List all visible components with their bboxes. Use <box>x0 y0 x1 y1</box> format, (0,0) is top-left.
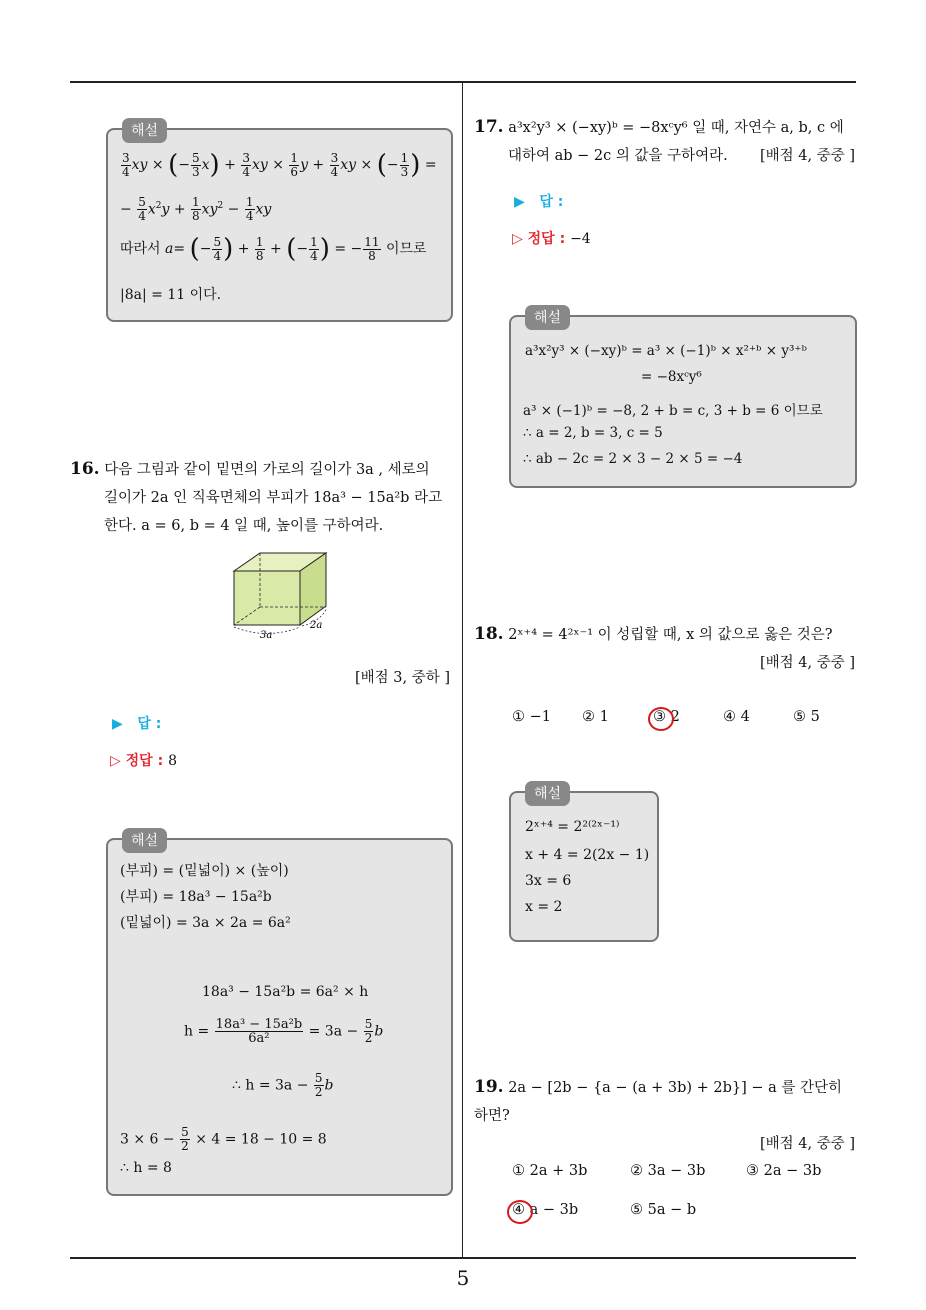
fraction: $\frac{3}{4}$ <box>242 150 250 179</box>
q17-correct <box>512 228 591 248</box>
q18-choice-2[interactable]: ② 1 <box>582 709 609 725</box>
fig-label-2a: 2a <box>310 620 323 631</box>
q18-answer-mark <box>648 707 674 731</box>
fraction: $\frac{1}{8}$ <box>255 234 264 263</box>
solution-tag: 해설 <box>122 828 167 853</box>
solution-tag: 해설 <box>122 118 167 143</box>
q15-solution-box <box>106 123 453 322</box>
q19-choice-2[interactable]: ② 3a − 3b <box>630 1163 706 1179</box>
q18-choice-5[interactable]: ⑤ 5 <box>793 709 820 725</box>
q16-text-line3: 한다. a = 6, b = 4 일 때, 높이를 구하여라. <box>104 518 384 534</box>
q16-sol-line2: (부피) = 18a³ − 15a²b <box>120 889 272 905</box>
cuboid-figure <box>228 548 332 642</box>
q16-calc-b: × 4 = 18 − 10 = 8 <box>195 1131 327 1148</box>
q18-sol-line2: x + 4 = 2(2x − 1) <box>525 847 650 863</box>
q19-answer-mark <box>507 1200 533 1224</box>
fraction: $\frac{5}{4}$ <box>213 234 222 263</box>
solution-tag: 해설 <box>525 781 570 806</box>
q16-text-line1: 다음 그림과 같이 밑면의 가로의 길이가 3a , 세로의 <box>104 462 430 478</box>
q19-choice-3[interactable]: ③ 2a − 3b <box>746 1163 822 1179</box>
q17-score: [배점 4, 중중 ] <box>759 148 855 164</box>
q18-choice-3[interactable]: ③ 2 <box>653 709 680 725</box>
frac-den: 6a² <box>248 1031 270 1046</box>
q16-sol-line4: 18a³ − 15a²b = 6a² × h <box>202 984 369 1000</box>
correct-arrow-icon: ▷ <box>110 753 121 769</box>
q16-text-line2: 길이가 2a 인 직육면체의 부피가 18a³ − 15a²b 라고 <box>104 490 443 506</box>
q17-answer <box>514 191 563 211</box>
q15-sol-line3: 따라서 a= (− $\frac{5}{4}$ ) + $\frac{1}{8}$ + (− $\frac{1}{4}$ ) = − $\frac{11}{8}$ 이므로 <box>120 234 427 264</box>
correct-label: 정답 : <box>125 753 164 769</box>
q18-question <box>474 620 859 671</box>
fraction: $\frac{5}{4}$ <box>138 195 146 223</box>
q19-choice-4[interactable]: ④ a − 3b <box>512 1202 579 1218</box>
q18-solution-box <box>509 786 659 942</box>
fraction: $\frac{5}{2}$ <box>364 1017 373 1045</box>
var-b: b <box>324 1077 334 1094</box>
q16-correct <box>110 750 177 770</box>
q16-answer <box>112 713 161 733</box>
fraction: $\frac{5}{3}$ <box>191 150 200 179</box>
q17-sol-line2: = −8xᶜy⁶ <box>641 369 702 385</box>
q18-sol-line1: 2ˣ⁺⁴ = 2²⁽²ˣ⁻¹⁾ <box>525 819 620 835</box>
q17-sol-line3: a³ × (−1)ᵇ = −8, 2 + b = c, 3 + b = 6 이므로 <box>523 403 823 419</box>
q16-therefore-h: ∴ h = 3a − <box>232 1077 309 1094</box>
solution-tag: 해설 <box>525 305 570 330</box>
fig-label-3a: 3a <box>260 630 273 641</box>
fraction: $\frac{5}{2}$ <box>314 1071 323 1099</box>
q15-sol-line4: |8a| = 11 이다. <box>120 287 222 303</box>
q16-question <box>70 455 455 540</box>
fraction: $\frac{1}{6}$ <box>290 150 299 179</box>
q18-score: [배점 4, 중중 ] <box>759 655 855 671</box>
fraction: $\frac{1}{8}$ <box>192 195 200 223</box>
q16-calc-a: 3 × 6 − <box>120 1131 175 1148</box>
q16-solution-box <box>106 833 453 1196</box>
q17-question <box>474 113 859 170</box>
fraction: $\frac{1}{3}$ <box>400 150 409 179</box>
q19-choice-5[interactable]: ⑤ 5a − b <box>630 1202 697 1218</box>
q16-sol-line8: ∴ h = 8 <box>120 1160 172 1176</box>
q16-h-eq: h = <box>184 1023 210 1040</box>
q17-sol-line1: a³x²y³ × (−xy)ᵇ = a³ × (−1)ᵇ × x²⁺ᵇ × y³⁺ᵇ <box>525 343 807 359</box>
fraction: $\frac{5}{2}$ <box>181 1125 189 1153</box>
q18-choice-4[interactable]: ④ 4 <box>723 709 750 725</box>
answer-label: 답 : <box>137 716 162 732</box>
page-number: 5 <box>456 1266 470 1290</box>
q16-sol-line7 <box>120 1126 327 1153</box>
correct-arrow-icon: ▷ <box>512 231 523 247</box>
fraction: $\frac{1}{4}$ <box>245 195 254 223</box>
var-b: b <box>374 1023 384 1040</box>
answer-label: 답 : <box>539 194 564 210</box>
q15-sol-line1: $\frac{3}{4}$ xy × (− $\frac{5}{3}$ x) + $\frac{3}{4}$ xy × $\frac{1}{6}$ y + $\frac{3}{4}$ xy × (− $\frac{1}{3}$ ) = <box>122 150 437 180</box>
answer-arrow-icon: ▶ <box>112 716 123 732</box>
q16-sol-line3: (밑넓이) = 3a × 2a = 6a² <box>120 915 291 931</box>
q18-sol-line4: x = 2 <box>525 899 563 915</box>
q16-h-rhs: = 3a − <box>308 1023 359 1040</box>
q17-sol-line4: ∴ a = 2, b = 3, c = 5 <box>523 425 663 441</box>
fraction: $\frac{3}{4}$ <box>122 150 130 179</box>
bottom-rule <box>70 1257 856 1259</box>
q15-sol-line2: − $\frac{5}{4}$ $x^2y$ + $\frac{1}{8}$ $xy^2$ − $\frac{1}{4}$ xy <box>120 195 272 223</box>
fraction: $\frac{3}{4}$ <box>330 150 339 179</box>
fraction: $\frac{11}{8}$ <box>364 234 380 263</box>
q19-question <box>474 1073 859 1152</box>
q19-choice-1[interactable]: ① 2a + 3b <box>512 1163 588 1179</box>
q16-sol-line1: (부피) = (밑넓이) × (높이) <box>120 863 289 879</box>
q18-sol-line3: 3x = 6 <box>525 873 572 889</box>
fraction: $\frac{1}{4}$ <box>310 234 318 263</box>
q17-sol-line5: ∴ ab − 2c = 2 × 3 − 2 × 5 = −4 <box>523 451 743 467</box>
q16-sol-line6 <box>232 1072 334 1099</box>
q18-choice-1[interactable]: ① −1 <box>512 709 551 725</box>
q17-solution-box <box>509 310 857 488</box>
correct-label: 정답 : <box>527 231 566 247</box>
q18-number: 18. <box>474 624 504 644</box>
q19-score: [배점 4, 중중 ] <box>759 1136 855 1152</box>
q18-text-line1: 2ˣ⁺⁴ = 4²ˣ⁻¹ 이 성립할 때, x 의 값으로 옳은 것은? <box>508 627 833 643</box>
answer-arrow-icon: ▶ <box>514 194 525 210</box>
q19-text-line1: 2a − [2b − {a − (a + 3b) + 2b}] − a 를 간단히 하면? <box>474 1080 843 1124</box>
q16-sol-line5 <box>184 1018 383 1045</box>
q17-text-line2: 대하여 ab − 2c 의 값을 구하여라. <box>508 148 728 164</box>
q16-correct-value: 8 <box>168 753 177 769</box>
q17-text-line1: a³x²y³ × (−xy)ᵇ = −8xᶜy⁶ 일 때, 자연수 a, b, c 에 <box>508 120 844 136</box>
q17-number: 17. <box>474 117 504 137</box>
q17-correct-value: −4 <box>570 231 591 247</box>
frac-num: 18a³ − 15a²b <box>215 1017 303 1032</box>
column-divider <box>462 82 463 1258</box>
q19-number: 19. <box>474 1077 504 1097</box>
q16-score: [배점 3, 중하 ] <box>355 670 451 686</box>
top-rule <box>70 81 856 83</box>
fraction <box>215 1018 304 1045</box>
q16-number: 16. <box>70 459 100 479</box>
